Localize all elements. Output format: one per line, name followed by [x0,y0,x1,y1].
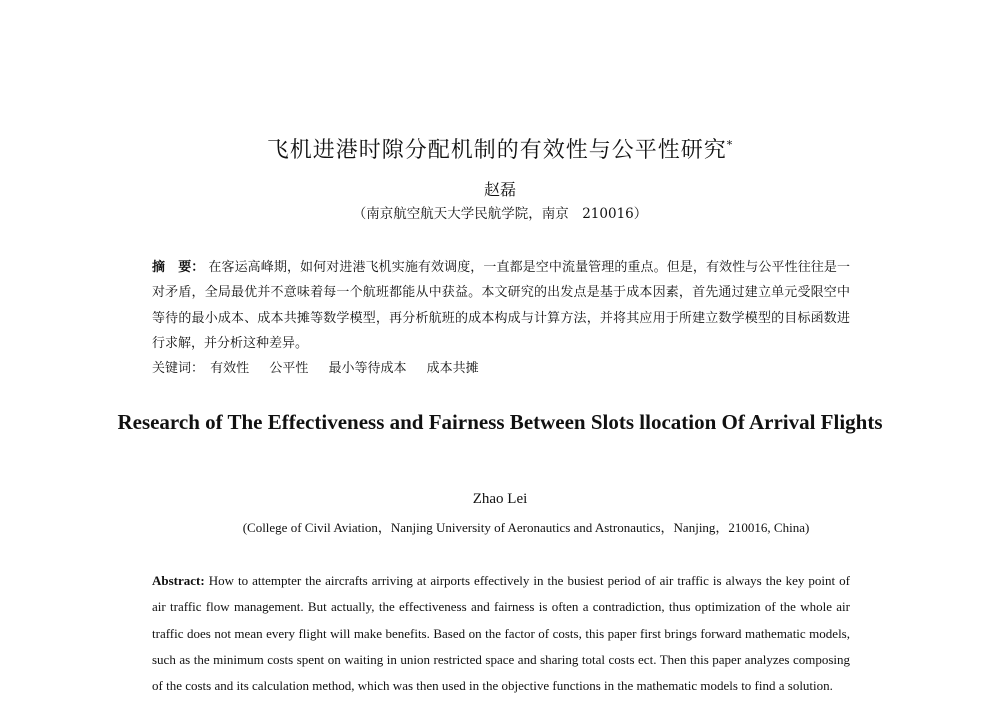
chinese-author: 赵磊 [483,180,516,199]
english-title: Research of The Effectiveness and Fairness Between Slots llocation Of Arrival Flights [117,410,883,434]
keyword: 成本共摊 [426,361,479,376]
chinese-keywords-label: 关键词： [152,361,205,376]
keyword: 公平性 [269,361,309,376]
chinese-abstract-label: 摘 要： [152,260,205,275]
english-abstract [152,568,850,699]
title-footnote-mark: * [726,138,734,152]
english-affiliation: (College of Civil Aviation，Nanjing University of Aeronautics and Astronautics，Nanjing，210016, China) [242,520,810,535]
english-author: Zhao Lei [472,491,528,507]
chinese-affiliation: （南京航空航天大学民航学院，南京 210016） [352,206,648,222]
chinese-abstract-text: 在客运高峰期，如何对进港飞机实施有效调度，一直都是空中流量管理的重点。但是，有效性与公平性往往是一对矛盾，全局最优并不意味着每一个航班都能从中获益。本文研究的出发点是基于成本因素，首先通过建立单元受限空中等待的最小成本、成本共摊等数学模型，再分析航班的成本构成与计算方法，并将其应用于所建立数学模型的目标函数进行求解，并分析这种差异。 [152,260,850,351]
chinese-abstract [152,255,850,356]
english-abstract-text: How to attempter the aircrafts arriving at airports effectively in the busiest period of air traffic is always the key point of air traffic flow management. But actually, the effectiveness and fairness is often a contradiction, thus optimization of the whole air traffic does not mean every flight will make benefits. Based on the factor of costs, this paper first brings forward mathematic models, such as the minimum costs spent on waiting in union restricted space and sharing total costs ect. Then this paper analyzes composing of the costs and its calculation method, which was then used in the objective functions in the mathematic models to find a solution. [152,573,850,694]
chinese-keywords [152,358,850,380]
chinese-title [0,133,1000,164]
english-abstract-label: Abstract: [152,573,205,588]
keyword: 有效性 [210,361,250,376]
chinese-title-text: 飞机进港时隙分配机制的有效性与公平性研究 [266,138,727,163]
keyword: 最小等待成本 [328,361,407,376]
